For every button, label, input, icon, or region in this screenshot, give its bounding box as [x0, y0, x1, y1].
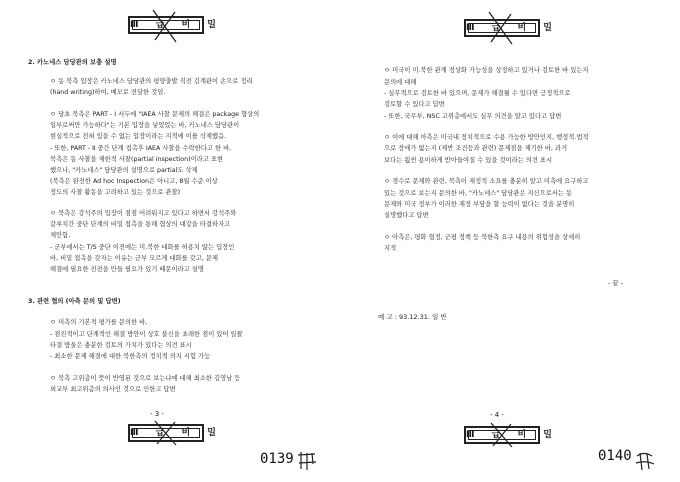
- paragraph-line: 해결에 필요한 진전을 만들 필요가 있기 때문이라고 설명: [50, 266, 204, 273]
- paragraph-line: - 또한, 국무부, NSC 고위층에서도 실무 의견을 알고 있다고 답변: [384, 113, 562, 120]
- paragraph-line: ㅇ 미측의 기본적 평가를 문의한 바,: [50, 319, 148, 326]
- document-number: 0140: [598, 448, 632, 464]
- paragraph-line: ㅇ 미국이 미.북한 관계 정상화 가능성을 상정하고 있거나 검토한 바 있는지: [384, 67, 589, 74]
- paragraph-line: ㅇ 경수로 문제와 관련, 북측이 재정적 소요를 충분히 알고 미측에 요구하고: [384, 178, 589, 185]
- paragraph-line: 지적: [384, 245, 397, 252]
- paragraph-line: 검토할 수 있다고 답변: [384, 101, 445, 108]
- paragraph-line: 정도의 사찰 활동을 고려하고 있는 것으로 관찰): [50, 189, 181, 196]
- paragraph-line: ㅇ 이에 대해 아측은 미국내 정치적으로 수용 가능한 방안인지, 행정적.법적: [384, 134, 589, 141]
- classification-stamp-top: Ⅲ 급 비 밀: [128, 16, 204, 34]
- paragraph-line: 외교부 최고위층의 의사인 것으로 인한고 답변: [50, 386, 176, 393]
- paragraph-line: 바, 비밀 접촉을 갖자는 이유는 군부 모르게 대화를 갖고, 문제: [50, 255, 219, 262]
- paragraph-line: 갈루치간 중단 단계의 비밀 접촉을 통해 협상의 대강을 타결하자고: [50, 221, 231, 228]
- document-number: 0139: [260, 451, 294, 467]
- declassification-note: 예 고 : 93.12.31. 일 반: [378, 313, 447, 321]
- paragraph-line: 타결 방울은 충분한 검토의 가치가 있다는 의견 표시: [50, 342, 192, 349]
- section-2-heading: 2. 카노네스 담당관의 보충 설명: [28, 59, 117, 66]
- classification-stamp-bottom: Ⅲ 급 비 밀: [464, 426, 540, 444]
- paragraph-line: 으로 장애가 없는지 (제반 조건등과 관련) 문제점을 제기한 바, 과거: [384, 145, 568, 152]
- paragraph-line: (hand writing)하여, 메모로 전달한 것임.: [50, 89, 166, 96]
- section-3-heading: 3. 관련 협의 (아측 문의 및 답변): [28, 298, 121, 305]
- end-mark: - 끝 -: [608, 279, 624, 287]
- paragraph-line: ㅇ 북측은 강석주의 입장이 점점 어려워지고 있다고 하면서 강석주와: [50, 210, 237, 217]
- classification-stamp-bottom: Ⅲ 급 비 밀: [128, 424, 204, 442]
- paragraph-line: ㅇ 북측 고위층이 뜻이 반영된 것으로 보는냐에 대해 최소한 김영남 등: [50, 375, 241, 382]
- paragraph-line: 제안함.: [50, 232, 71, 239]
- handwritten-mark-icon: [634, 450, 656, 472]
- paragraph-line: (북측은 완전한 Ad hoc Inspection은 아니고, 8월 수준 이상: [50, 178, 218, 185]
- page-number: - 3 -: [150, 410, 164, 418]
- paragraph-line: ㅇ 당초 북측은 PART - Ⅰ 서두에 "IAEA 사찰 문제의 해결은 package 협상의: [50, 111, 260, 118]
- paragraph-line: 문의에 대해: [384, 79, 417, 86]
- paragraph-line: 일부로써만 가능하다"는 기본 입장을 넣었었는 바, 카노네스 담당관이: [50, 122, 240, 129]
- paragraph-line: - 실무적으로 검토한 바 있으며, 문제가 해결될 수 있다면 긍정적으로: [384, 90, 571, 97]
- paragraph-line: 문제와 미국 정부가 이러한 재정 부담을 할 능력이 없다는 것을 분명히: [384, 201, 575, 208]
- page-number: - 4 -: [490, 411, 504, 419]
- paragraph-line: 있는 것으로 보는지 문의한 바, "카노네스" 담당관은 지신으로서는 동: [384, 190, 573, 197]
- paragraph-line: - 최소한 문제 해결에 대한 북한측의 정치적 의지 시험 가능: [50, 353, 211, 360]
- handwritten-mark-icon: [296, 450, 318, 472]
- paragraph-line: ㅇ 아측은, 평화 협정, 군평 정책 등 북한측 요구 내용의 위험성을 상세히: [384, 234, 581, 241]
- paragraph-line: 북측은 동 사찰을 제한적 사찰(partial inspection)이라고 표현: [50, 156, 224, 163]
- paragraph-line: 보다는 훨씬 용이하게 받아들여질 수 있을 것이라는 의견 표시: [384, 157, 553, 164]
- paragraph-line: - 점진적이고 단계적인 해결 방안이 상호 불신을 초래한 점이 있어 일괄: [50, 331, 243, 338]
- paragraph-line: 했으나, "카노네스" 담당관의 설명으로 partial도 삭제: [50, 167, 198, 174]
- paragraph-line: 현실적으로 전혀 있을 수 없는 입장이라는 지적에 이를 삭제했음.: [50, 133, 227, 140]
- paragraph-line: - 또한, PART - Ⅱ 중간 단계 접촉후 IAEA 사찰을 수락한다고 한 바,: [50, 145, 232, 152]
- right-page: [340, 0, 680, 482]
- classification-stamp-top: Ⅲ 급 비 밀: [464, 19, 540, 37]
- paragraph-line: 설명했다고 답변: [384, 212, 429, 219]
- paragraph-line: - 군부에서는 T/S 중단 이전에는 미.북한 대화를 허용치 않는 입장인: [50, 244, 235, 251]
- paragraph-line: ㅇ 동 북측 입장은 카노네스 담당관의 평양출발 직전 김계관이 손으로 정리: [50, 78, 253, 85]
